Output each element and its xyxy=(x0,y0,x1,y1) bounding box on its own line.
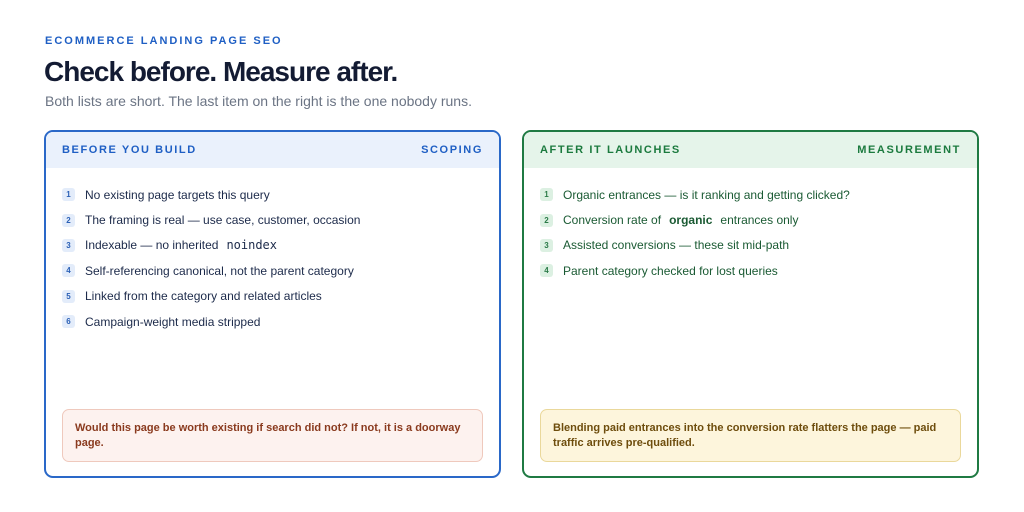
after-checklist xyxy=(524,168,977,284)
after-card-tag: MEASUREMENT xyxy=(857,144,961,156)
item-number: 1 xyxy=(540,188,553,201)
item-text: No existing page targets this query xyxy=(85,187,270,202)
item-text: Self-referencing canonical, not the parent category xyxy=(85,263,354,278)
page-subtitle: Both lists are short. The last item on the right is the one nobody runs. xyxy=(45,93,472,109)
item-number: 6 xyxy=(62,315,75,328)
before-card xyxy=(44,130,501,478)
item-code: noindex xyxy=(226,238,278,253)
item-number: 2 xyxy=(540,214,553,227)
item-text: Campaign-weight media stripped xyxy=(85,314,261,329)
item-text: Organic entrances — is it ranking and getting clicked? xyxy=(563,187,850,202)
item-number: 3 xyxy=(62,239,75,252)
item-emphasis: organic xyxy=(669,213,713,228)
list-item xyxy=(62,233,483,258)
after-card-title: AFTER IT LAUNCHES xyxy=(540,144,681,156)
item-text: Indexable — no inherited xyxy=(85,238,219,253)
after-card-header xyxy=(524,132,977,168)
list-item xyxy=(540,258,961,283)
before-card-title: BEFORE YOU BUILD xyxy=(62,144,197,156)
item-number: 4 xyxy=(62,264,75,277)
item-text: Conversion rate of xyxy=(563,213,662,228)
item-number: 4 xyxy=(540,264,553,277)
item-number: 5 xyxy=(62,290,75,303)
item-number: 2 xyxy=(62,214,75,227)
list-item xyxy=(62,207,483,232)
item-text: entrances only xyxy=(720,213,799,228)
item-number: 1 xyxy=(62,188,75,201)
doorway-warning-note: Would this page be worth existing if search did not? If not, it is a doorway page. xyxy=(62,409,483,462)
item-number: 3 xyxy=(540,239,553,252)
item-text: The framing is real — use case, customer, occasion xyxy=(85,213,361,228)
list-item xyxy=(62,182,483,207)
list-item xyxy=(62,284,483,309)
paid-traffic-warning-note: Blending paid entrances into the conversion rate flatters the page — paid traffic arrives pre-qualified. xyxy=(540,409,961,462)
item-text: Assisted conversions — these sit mid-path xyxy=(563,238,790,253)
page-title: Check before. Measure after. xyxy=(44,56,398,87)
item-text: Linked from the category and related articles xyxy=(85,289,322,304)
item-text: Parent category checked for lost queries xyxy=(563,263,778,278)
list-item xyxy=(540,233,961,258)
before-checklist xyxy=(46,168,499,334)
list-item xyxy=(540,207,961,232)
list-item xyxy=(540,182,961,207)
before-card-header xyxy=(46,132,499,168)
list-item xyxy=(62,309,483,334)
after-card xyxy=(522,130,979,478)
before-card-tag: SCOPING xyxy=(421,144,483,156)
eyebrow-label: ECOMMERCE LANDING PAGE SEO xyxy=(45,35,283,47)
list-item xyxy=(62,258,483,283)
